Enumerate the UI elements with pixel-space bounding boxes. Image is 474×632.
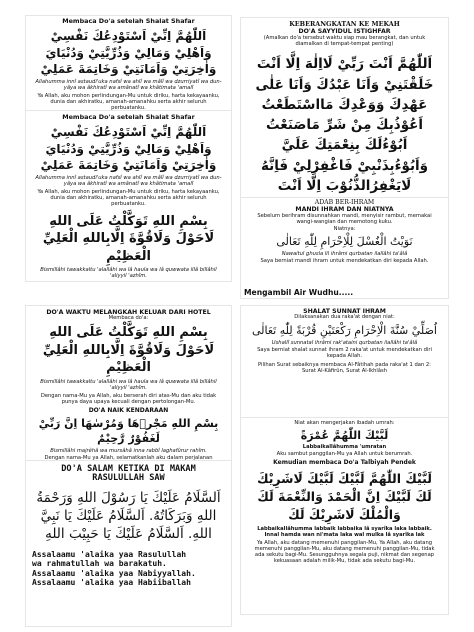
latin-text: Allahumma innî astaudi'uka nafsî wa ahlî wa mâlî wa dzurriyatî wa dun-yâya wa âkhiratî wa amânatî wa khâtimata 'amalî (35, 174, 222, 188)
latin-text: Ushallî sunnatal ihrâmi rak'ataini qurbatan ilallâhi ta'âlâ (271, 339, 418, 346)
arabic-text-2: بِسْمِ اللهِ مَجْرٖهَا وَمُرْسٰهَا اِنَّ رَبِّيْ لَغَفُوْرٌ رَّحِيْمٌ (38, 417, 219, 445)
latin-text-2: Bismillâhi tawakkaltu 'alallâhi wa lâ haula wa lâ quwwata illâ billâhil 'aliyyil 'azhîm. (40, 267, 217, 280)
arabic-text: اَلسَّلَامُ عَلَيْكَ يَا رَسُوْلَ اللهِ وَرَحْمَةُ اللهِ وَبَرَكَاتُهُ. اَلسَّلَامُ عَلَيْكَ يَا نَبِيَّ اللهِ. اَلسَّلَامُ عَلَيْكَ يَا حَبِيْبَ اللهِ (36, 489, 221, 543)
panel-title: Membaca Do'a setelah Shalat Shafar (62, 17, 195, 25)
panel-subtitle: Membaca do'a: (108, 315, 149, 322)
arabic-text: اَللّٰهُمَّ اِنِّيْ اَسْتَوْدِعُكَ نَفْسِيْ وَاَهْلِيْ وَمَالِيْ وَذُرِّيَّتِيْ وَدُنْيَايَ وَاٰخِرَتِيْ وَاَمَانَتِيْ وَخَاتِمَةَ عَمَلِيْ (40, 125, 217, 172)
salam-line: Assalaamu 'alaika yaa Nabiyyallah. (32, 568, 196, 578)
panel-subtitle: Sebelum berihram disunnahkan mandi, menyisir rambut, memakai wangi-wangian dan memotong kuku. (257, 213, 432, 226)
salam-line: Assalaamu 'alaika yaa Rasulullah (32, 549, 187, 559)
panel-title-2: MANDI IHRAM DAN NIATNYA (295, 206, 394, 214)
right-panel-1 (241, 18, 448, 198)
meaning-text-2: Ya Allah, aku datang memenuhi panggilan-Mu, Ya Allah, aku datang memenuhi panggilan-Mu, aku datang memenuhi panggilan-Mu, tidak ada sekutu bagi-Mu. Sesungguhnya segala puji, nikmat dan segenap kekuasaan adalah milik-Mu, tidak ada sekutu bagi-Mu. (254, 539, 435, 564)
right-panel-2 (241, 198, 448, 298)
panel-title-2: DO'A NAIK KENDARAAN (88, 407, 169, 415)
right-panel-4 (241, 418, 448, 614)
note-text: Pilihan Surat sebaiknya membaca Al-Fâtihah pada raka'at 1 dan 2: Surat Al-Kâfirûn, Surat Al-Ikhlâsh (258, 362, 431, 375)
panel-subtitle: (Amalkan do'a tersebut waktu siap mau berangkat, dan untuk diamalkan di tempat-tempat penting) (263, 35, 426, 48)
panel-title: SHALAT SUNNAT IHRAM (303, 308, 386, 315)
niat-label: Niatnya: (333, 226, 356, 233)
panel-title: Kemudian membaca Do'a Talbiyah Pendek (273, 459, 416, 467)
meaning-text: Ya Allah, aku mohon perlindungan-Mu untuk diriku, harta kekayaanku, dunia dan akhiratku, amanah-amanahku serta akhir seluruh perbuatanku. (37, 93, 220, 111)
meaning-text: Ya Allah, aku mohon perlindungan-Mu untuk diriku, harta kekayaanku, dunia dan akhiratku, amanah-amanahku serta akhir seluruh perbuatanku. (37, 189, 220, 208)
right-panel-3 (241, 306, 448, 418)
panel-subtitle: Niat akan mengerjakan ibadah umrah: (294, 420, 395, 426)
latin-text: Nawaitul ghusla lil ihrâmi qurbatan ilallâhi ta'âlâ (281, 251, 408, 257)
arabic-text: بِسْمِ اللهِ تَوَكَّلْتُ عَلَى اللهِ لَاحَوْلَ وَلَاقُوَّةَ اِلَّابِاللهِ الْعَلِيِّ الْعَظِيْمِ (42, 325, 215, 376)
salam-line: Assalaamu 'alaika yaa Habiiballah (32, 578, 191, 588)
left-panel-2 (26, 111, 231, 281)
arabic-text-2: بِسْمِ اللهِ تَوَكَّلْتُ عَلَى اللهِ لَاحَوْلَ وَلَاقُوَّةَ اِلَّابِاللهِ الْعَلِيِّ الْعَظِيْمِ (42, 213, 215, 264)
panel-title: ADAB BER-IHRAM (314, 199, 375, 206)
latin-text: Labbaikallâhumma 'umratan (302, 443, 387, 450)
panel-title-2: DO'A SAYYIDUL ISTIGHFAR (298, 28, 391, 36)
arabic-text-2: لَبَّيْكَ اللّٰهُمَّ لَبَّيْكَ لَبَّيْكَ لَاشَرِيْكَ لَكَ لَبَّيْكَ اِنَّ الْحَمْدَ وَالنِّعْمَةَ لَكَ وَالْمُلْكَ لَاشَرِيْكَ لَكَ (257, 470, 432, 523)
left-panel-3 (26, 306, 231, 461)
arabic-text: اَللّٰهُمَّ اِنِّيْ اَسْتَوْدِعُكَ نَفْسِيْ وَاَهْلِيْ وَمَالِيْ وَذُرِّيَّتِيْ وَدُنْيَايَ وَاٰخِرَتِيْ وَاَمَانَتِيْ وَخَاتِمَةَ عَمَلِيْ (40, 29, 217, 76)
latin-text: Bismillâhi tawakkaltu 'alallâhi wa lâ haula wa lâ quwwata illâ billâhil 'aliyyil 'azhîm. (40, 378, 217, 391)
panel-title: DO'A WAKTU MELANGKAH KELUAR DARI HOTEL (46, 309, 211, 316)
meaning-text: Dengan nama-Mu ya Allah, aku berserah diri atas-Mu dan aku tidak punya daya upaya kecuali dengan pertolongan-Mu. (40, 392, 217, 406)
meaning-text: Saya berniat mandi ihram untuk mendekatkan diri kepada Allah. (260, 258, 429, 265)
meaning-text: Aku sambut panggilan-Mu ya Allah untuk berumrah. (276, 450, 413, 457)
panel-title: Membaca Do'a setelah Shalat Shafar (62, 113, 195, 121)
panel-title: KEBERANGKATAN KE MEKAH (289, 20, 400, 28)
arabic-text: نَوَيْتُ الْغُسْلَ لِلْاِحْرَامِ لِلّٰهِ تَعَالٰى (276, 235, 413, 249)
latin-text-2: Labbaikallâhumma labbaik labbaika lâ syarîka laka labbaik. Innal hamda wan ni'mata laka wal mulka lâ syarîka lak (257, 526, 432, 539)
left-panel-1 (26, 16, 231, 111)
panel-subtitle: Dilaksanakan dua raka'at dengan niat: (294, 314, 395, 321)
wudhu-caption: Mengambil Air Wudhu..... (244, 288, 354, 297)
latin-text-2: Bismillâhi majrêhâ wa mursâhâ inna rabbî laghafûrur rahîm. (50, 447, 207, 454)
arabic-text: اَللّٰهُمَّ اَنْتَ رَبِّيْ لَااِلٰهَ اِلَّا اَنْتَ خَلَقْتَنِيْ وَاَنَا عَبْدُكَ وَاَنَا عَلٰى عَهْدِكَ وَوَعْدِكَ مَااسْتَطَعْتُ اَعُوْذُبِكَ مِنْ شَرِّ مَاصَنَعْتُ اَبُوْءُلَكَ بِنِعْمَتِكَ عَلَيَّ وَاَبُوْءُبِذَنْبِيْ فَاغْفِرْلِيْ فَاِنَّهُ لَايَغْفِرُالذُّنُوْبَ اِلَّا اَنْتَ (255, 56, 434, 194)
panel-title: DO'A SALAM KETIKA DI MAKAM RASULULLAH SAW (61, 464, 196, 484)
meaning-text-2: Dengan nama-Mu ya Allah, selamatkanlah aku dalam perjalanan (44, 454, 213, 461)
salam-line: wa rahmatullah wa barakatuh. (32, 559, 167, 569)
latin-text: Allahumma innî astaudi'uka nafsî wa ahlî wa mâlî wa dzurriyatî wa dun-yâya wa âkhiratî wa amânatî wa khâtimata 'amalî (35, 78, 222, 92)
left-panel-4 (26, 461, 231, 626)
meaning-text: Saya berniat shalat sunnat ihram 2 raka'at untuk mendekatkan diri kepada Allah. (257, 347, 432, 360)
arabic-text: اُصَلِّيْ سُنَّةَ الْاِحْرَامِ رَكْعَتَيْنِ قُرْبَةً لِلّٰهِ تَعَالٰى (252, 324, 437, 338)
salam-lines (32, 550, 231, 588)
arabic-text: لَبَّيْكَ اللّٰهُمَّ عُمْرَةً (300, 428, 389, 442)
